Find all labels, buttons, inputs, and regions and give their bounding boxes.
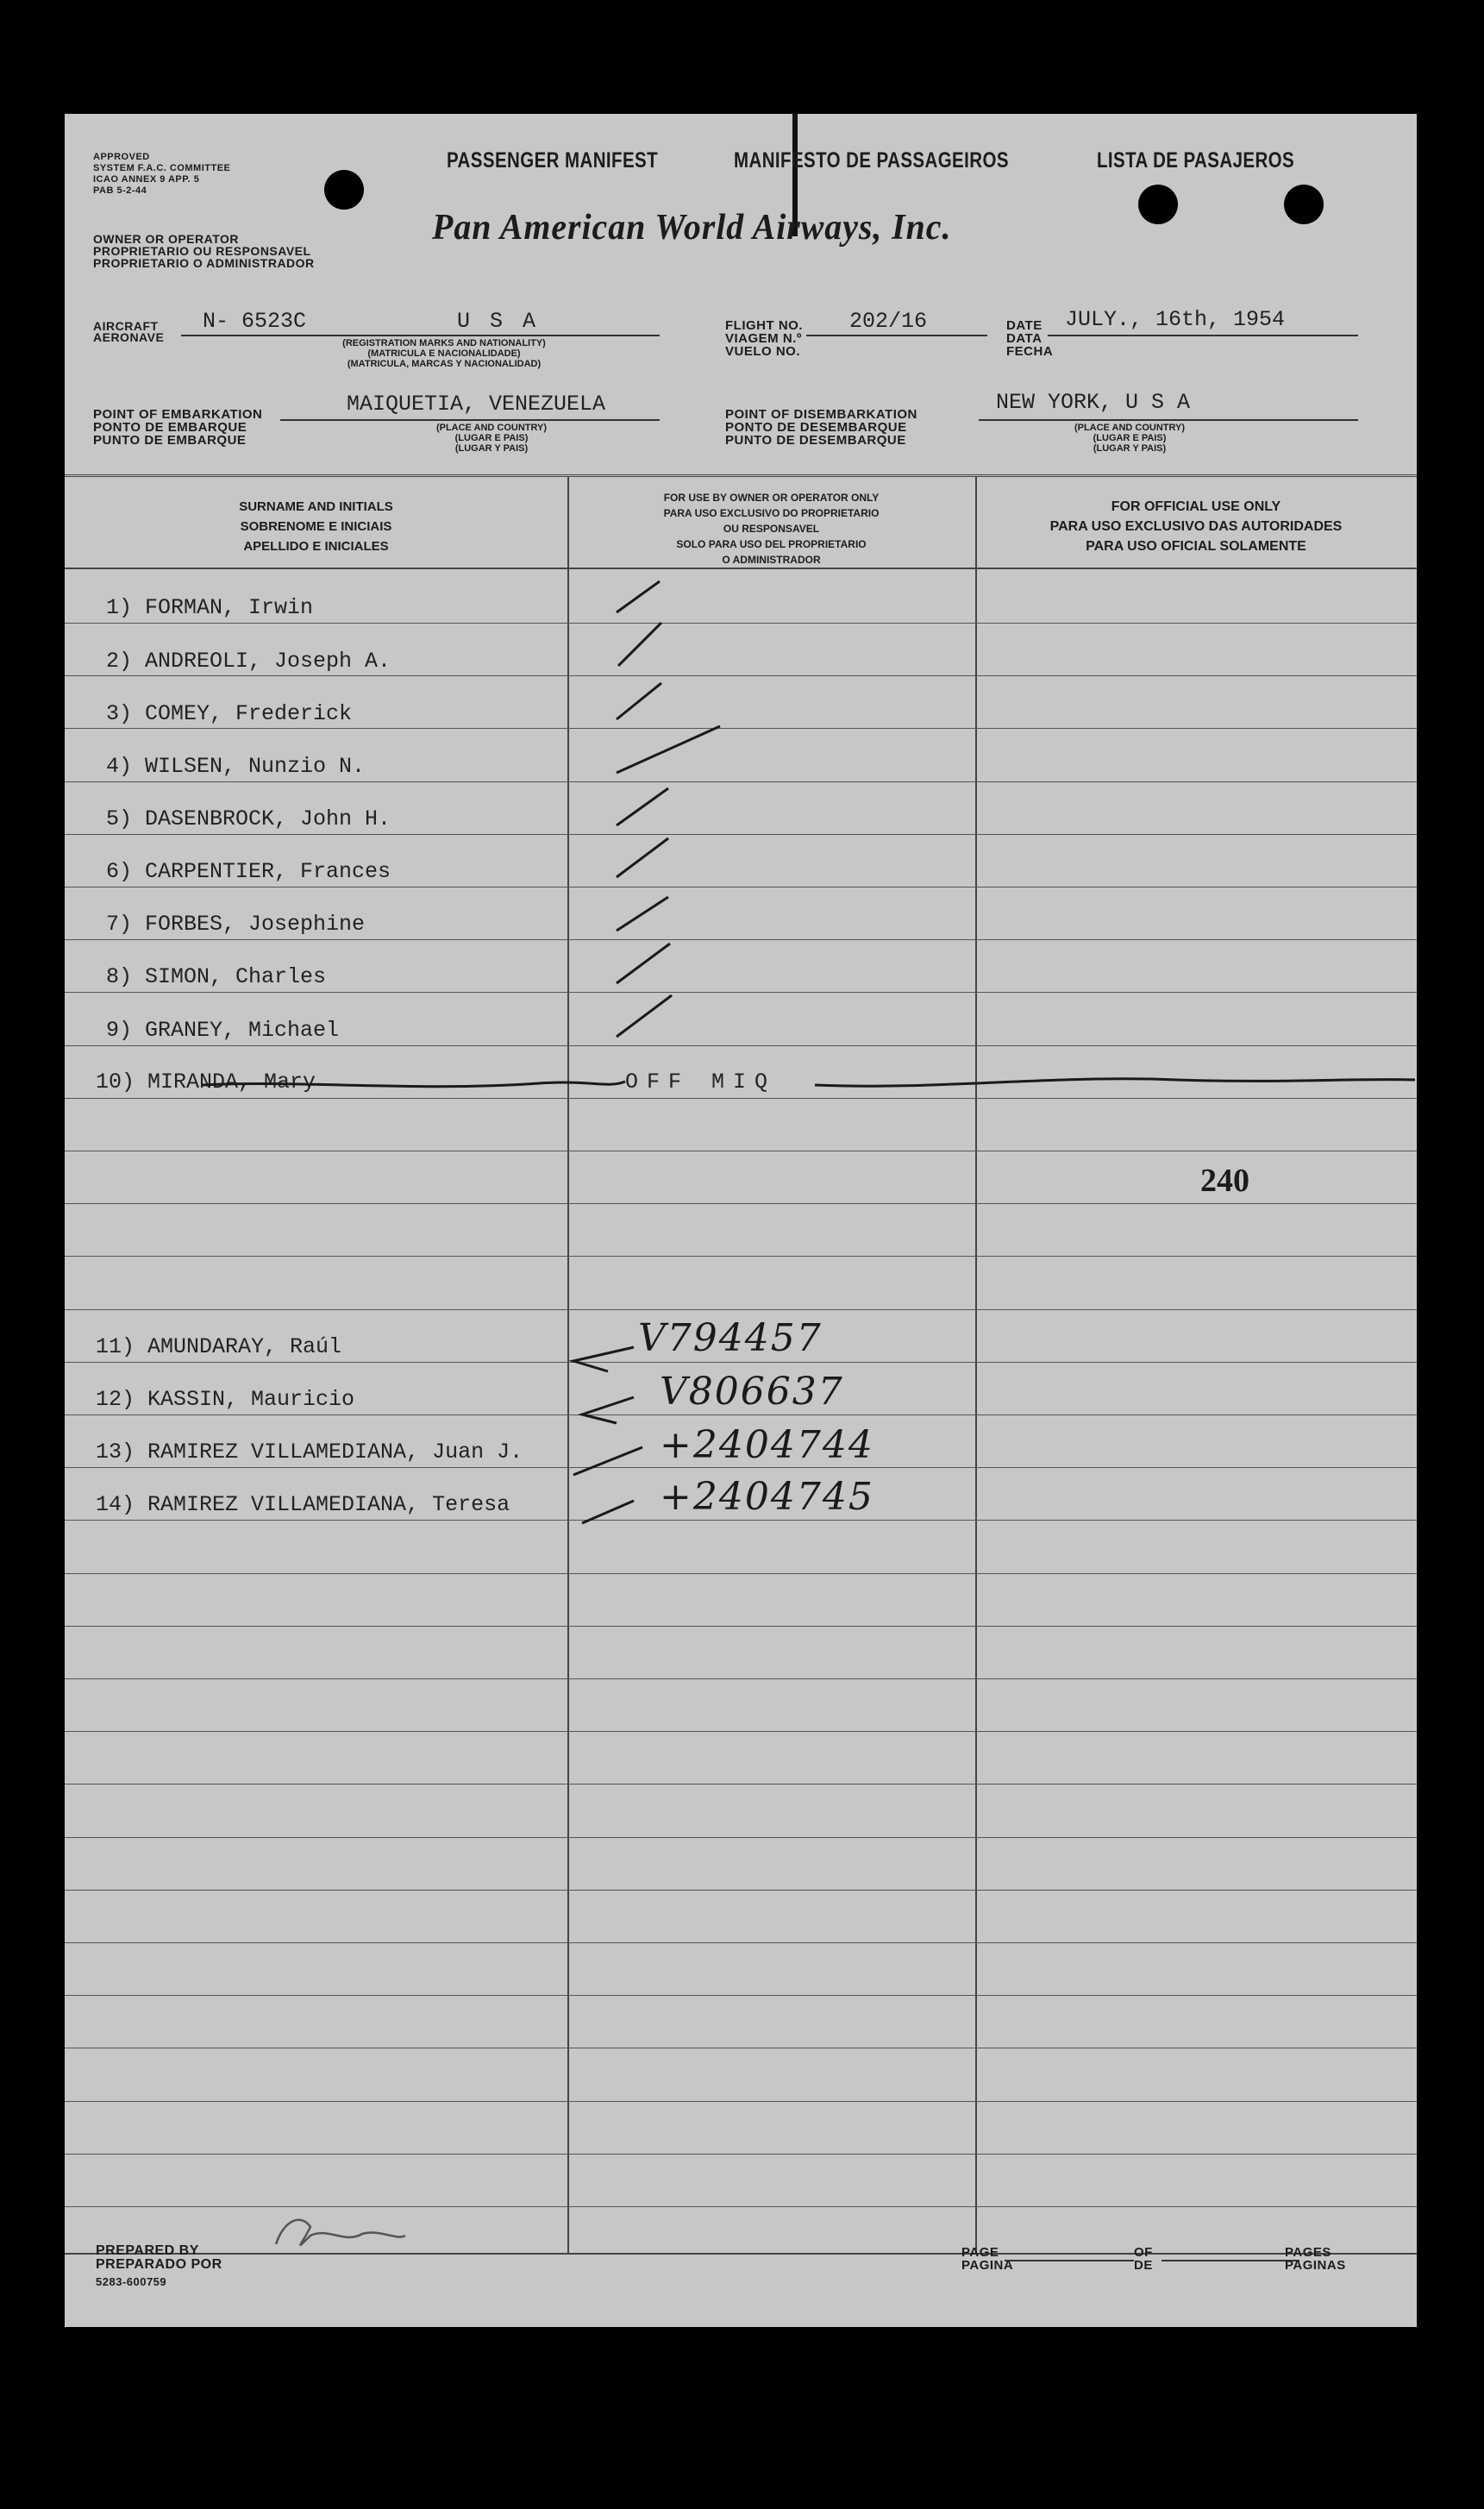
check-mark-7 [617, 897, 668, 931]
table-row-line [65, 1837, 1417, 1838]
owner-operator-label: OWNER OR OPERATOR PROPRIETARIO OU RESPONSAVEL PROPRIETARIO O ADMINISTRADOR [93, 232, 315, 270]
passenger-name: 2) ANDREOLI, Joseph A. [106, 649, 391, 674]
passport-number: V806637 [660, 1370, 844, 1414]
table-row-line [65, 1890, 1417, 1891]
passenger-name: 14) RAMIREZ VILLAMEDIANA, Teresa [96, 1492, 510, 1517]
passenger-name: 10) MIRANDA, Mary [96, 1069, 316, 1095]
passenger-name: 8) SIMON, Charles [106, 964, 327, 989]
date-label: DATE DATA FECHA [1006, 318, 1054, 359]
passenger-manifest-form [65, 114, 1417, 2327]
check-mark-4 [617, 726, 720, 773]
table-row-line [65, 1203, 1417, 1204]
table-row-line [65, 1573, 1417, 1574]
check-mark-1 [617, 581, 660, 612]
aircraft-underline [181, 335, 660, 336]
table-top-border [65, 474, 1417, 477]
disembarkation-caption: (PLACE AND COUNTRY) (LUGAR E PAIS) (LUGAR Y PAIS) [1074, 423, 1186, 454]
of-underline [1162, 2260, 1299, 2261]
check-mark-6 [617, 838, 668, 877]
column-header-names: SURNAME AND INITIALS SOBRENOME E INICIAIS APELLIDO E INICIALES [239, 499, 393, 554]
table-row-line [65, 2154, 1417, 2155]
title-english: PASSENGER MANIFEST [447, 148, 659, 172]
page-underline [1005, 2260, 1134, 2261]
embarkation-caption: (PLACE AND COUNTRY) (LUGAR E PAIS) (LUGAR Y PAIS) [435, 423, 548, 454]
off-miq-note: OFF MIQ [625, 1069, 777, 1095]
table-row-line [65, 1414, 1417, 1415]
disembarkation-place: NEW YORK, U S A [996, 390, 1191, 415]
aircraft-registration: N- 6523C [203, 309, 307, 334]
airline-name: Pan American World Airways, Inc. [432, 208, 952, 248]
column-divider-2 [975, 476, 977, 2253]
punch-hole-right [1138, 185, 1178, 224]
table-row-line [65, 1678, 1417, 1679]
flight-label: FLIGHT NO. VIAGEM N.º VUELO NO. [725, 318, 803, 359]
passenger-name: 13) RAMIREZ VILLAMEDIANA, Juan J. [96, 1440, 523, 1465]
flight-number: 202/16 [849, 309, 928, 334]
check-mark-8 [617, 944, 670, 983]
stamp-number: 240 [1200, 1163, 1249, 1199]
passenger-name: 12) KASSIN, Mauricio [96, 1387, 355, 1412]
table-row-line [65, 1467, 1417, 1468]
table-row-line [65, 1942, 1417, 1943]
arrow-marks [556, 1321, 651, 1546]
passenger-name: 7) FORBES, Josephine [106, 912, 366, 937]
approval-block: APPROVED SYSTEM F.A.C. COMMITTEE ICAO ANNEX 9 APP. 5 PAB 5-2-44 [93, 152, 231, 196]
embarkation-label: POINT OF EMBARKATION PONTO DE EMBARQUE PUNTO DE EMBARQUE [93, 407, 263, 448]
passport-number: V794457 [638, 1316, 823, 1360]
punch-hole-far-right [1284, 185, 1324, 224]
flight-date: JULY., 16th, 1954 [1065, 307, 1286, 332]
aircraft-caption: (REGISTRATION MARKS AND NATIONALITY) (MATRICULA E NACIONALIDADE) (MATRICULA, MARCAS Y NACIONALIDAD) [342, 338, 546, 369]
of-label: OF DE [1134, 2245, 1153, 2273]
check-mark-9 [617, 995, 672, 1037]
disembarkation-label: POINT OF DISEMBARKATION PONTO DE DESEMBARQUE PUNTO DE DESEMBARQUE [725, 407, 917, 448]
title-portuguese: MANIFESTO DE PASSAGEIROS [734, 148, 1009, 172]
strike-through-line [194, 1071, 1417, 1097]
check-mark-2 [618, 623, 661, 666]
aircraft-label: AIRCRAFT AERONAVE [93, 319, 165, 344]
table-row-line [65, 1995, 1417, 1996]
table-row-line [65, 1784, 1417, 1785]
passenger-name: 3) COMEY, Frederick [106, 701, 353, 726]
check-mark-3 [617, 683, 661, 719]
pages-label: PAGES PAGINAS [1285, 2245, 1346, 2273]
passport-number: +2404745 [660, 1475, 874, 1519]
preparer-signature [259, 2210, 414, 2261]
table-row-line [65, 1256, 1417, 1257]
passenger-name: 5) DASENBROCK, John H. [106, 806, 391, 831]
table-row-line [65, 2206, 1417, 2207]
date-underline [1048, 335, 1358, 336]
title-spanish: LISTA DE PASAJEROS [1097, 148, 1295, 172]
page-label: PAGE PAGINA [961, 2245, 1014, 2273]
passenger-name: 6) CARPENTIER, Frances [106, 859, 391, 884]
aircraft-nationality: U S A [457, 309, 540, 334]
punch-hole-left [324, 170, 364, 210]
passenger-name: 11) AMUNDARAY, Raúl [96, 1334, 342, 1359]
embarkation-place: MAIQUETIA, VENEZUELA [347, 392, 606, 417]
check-mark-5 [617, 788, 668, 825]
table-row-line [65, 1626, 1417, 1627]
table-row-line [65, 1362, 1417, 1363]
table-row-line [65, 2101, 1417, 2102]
passport-number: +2404744 [660, 1423, 874, 1467]
column-header-operator: FOR USE BY OWNER OR OPERATOR ONLY PARA USO EXCLUSIVO DO PROPRIETARIO OU RESPONSAVEL SOLO PARA USO DEL PROPRIETARIO O ADMINISTRADOR [663, 492, 880, 566]
embarkation-underline [280, 419, 660, 421]
flight-underline [806, 335, 987, 336]
passenger-name: 1) FORMAN, Irwin [106, 595, 314, 620]
prepared-by-label: PREPARED BY PREPARADO POR 5283-600759 [96, 2243, 222, 2288]
passenger-name: 9) GRANEY, Michael [106, 1018, 340, 1043]
table-row-line [65, 1520, 1417, 1521]
disembarkation-underline [979, 419, 1358, 421]
table-row-line [65, 1731, 1417, 1732]
passenger-name: 4) WILSEN, Nunzio N. [106, 754, 366, 779]
column-header-official: FOR OFFICIAL USE ONLY PARA USO EXCLUSIVO DAS AUTORIDADES PARA USO OFICIAL SOLAMENTE [1049, 499, 1343, 554]
table-row-line [65, 1309, 1417, 1310]
